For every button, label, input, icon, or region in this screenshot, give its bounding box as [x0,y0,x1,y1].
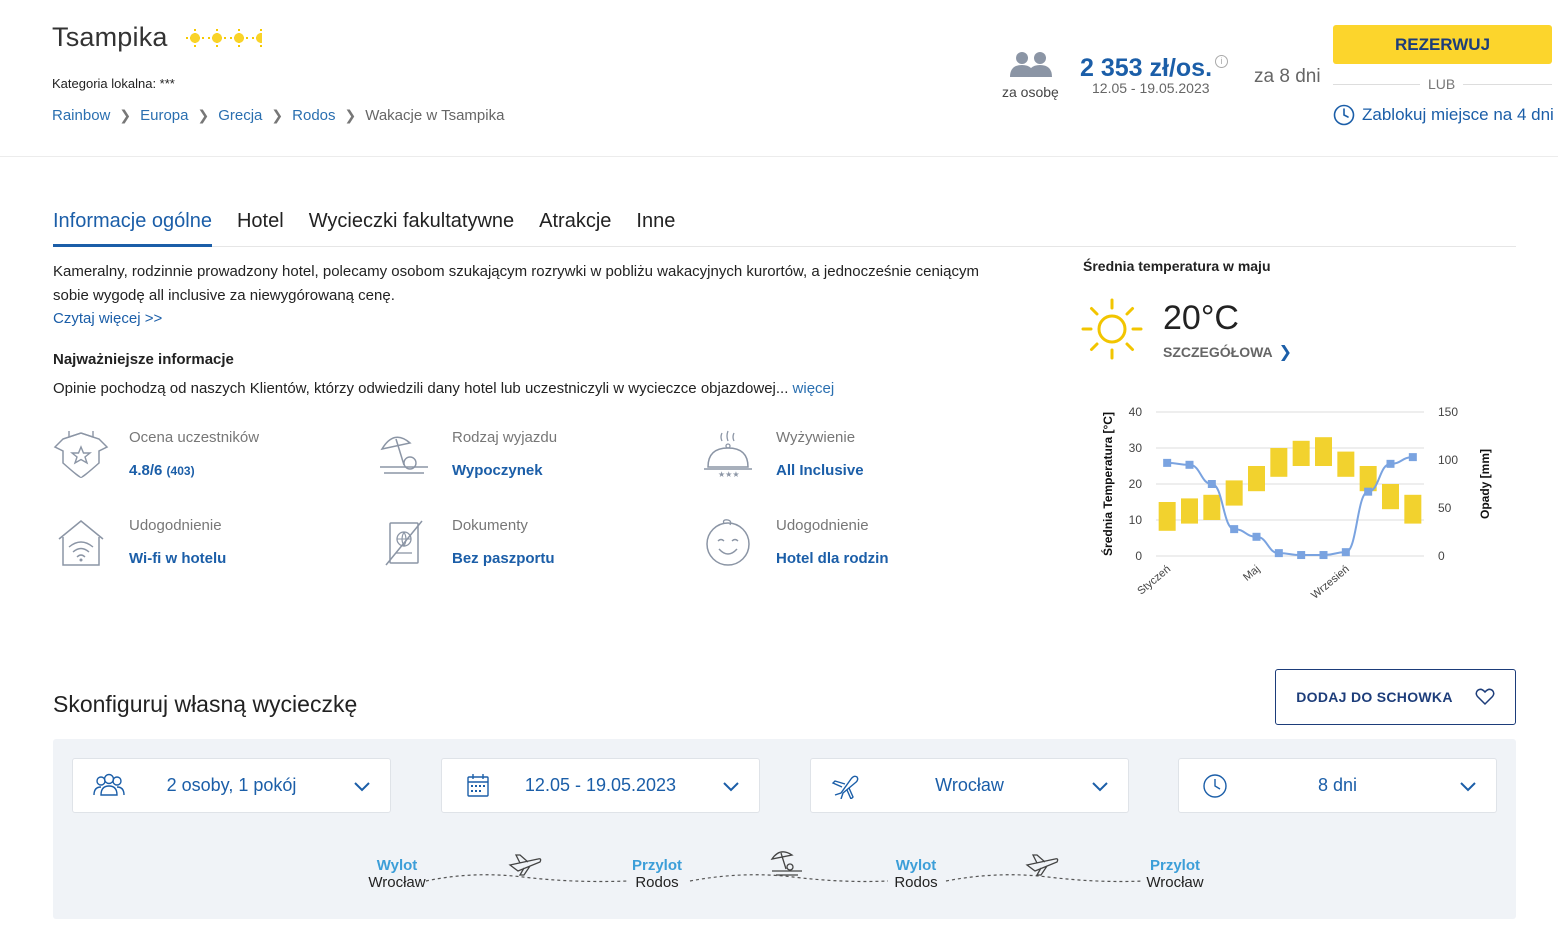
tab-optional-trips[interactable]: Wycieczki fakultatywne [308,210,515,232]
passport-icon [376,517,432,567]
chart-point [1297,551,1305,559]
feature-label: Udogodnienie [129,517,222,534]
chart-y2-tick-label: 50 [1438,501,1452,515]
breadcrumb-item[interactable]: Rodos [292,107,336,124]
shield-star-icon [53,429,109,479]
chevron-right-icon: ❯ [1278,344,1293,361]
opinions-more-link[interactable]: więcej [792,380,835,397]
chart-y-tick-label: 30 [1128,441,1142,455]
wifi-house-icon [53,517,109,567]
chevron-down-icon [1458,776,1478,796]
people-icon [1008,51,1054,77]
weather-title: Średnia temperatura w maju [1083,258,1271,274]
chart-bar [1270,448,1287,477]
heart-icon [1475,688,1495,706]
route-leg-type: Przylot [631,857,682,874]
chart-y-tick-label: 10 [1128,513,1142,527]
feature-label: Rodzaj wyjazdu [452,429,558,446]
hotel-description: Kameralny, rodzinnie prowadzony hotel, polecamy osobom szukającym rozrywki w pobliżu wakacyjnych kurortów, a jednocześnie ceniącym sobie wygodę all inclusive za niewygórowaną cenę. [53,263,979,304]
chart-bar [1382,484,1399,509]
weather-details-link[interactable] [1163,342,1292,362]
beach-umbrella-icon [376,429,432,479]
chart-y-tick-label: 0 [1135,549,1142,563]
duration-select[interactable] [1178,758,1497,813]
svg-text:★★★: ★★★ [718,470,740,479]
tab-hotel[interactable]: Hotel [236,210,284,232]
route-leg-type: Wylot [376,857,418,874]
lock-place-link[interactable] [1333,104,1554,126]
chart-point [1409,453,1417,461]
sun-star-icon [230,29,248,47]
chevron-down-icon [1090,776,1110,796]
add-to-favorites-label: DODAJ DO SCHOWKA [1296,689,1453,705]
breadcrumb-current: Wakacje w Tsampika [365,107,505,124]
tab-general-info[interactable]: Informacje ogólne [53,204,212,247]
feature-label: Wyżywienie [776,429,856,446]
trip-duration: za 8 dni [1254,66,1321,87]
chart-bar [1315,437,1332,466]
price: 2 353 zł/os. [1080,54,1213,82]
feature-value: Bez paszportu [452,550,555,567]
route-leg-type: Przylot [1149,857,1200,874]
sun-icon [1081,298,1143,360]
opinions-note [53,380,834,397]
hotel-name: Tsampika [52,22,168,52]
beach-umbrella-icon [772,852,802,875]
chart-y-tick-label: 20 [1128,477,1142,491]
feature-value: Wi-fi w hotelu [129,550,227,567]
chevron-down-icon [352,776,372,796]
chart-y-tick-label: 40 [1128,405,1142,419]
dates-select[interactable] [441,758,760,813]
reserve-button[interactable]: REZERWUJ [1333,25,1552,64]
temperature-value: 20°C [1163,299,1239,337]
departure-airport-select[interactable] [810,758,1129,813]
rating-count: (403) [166,464,195,478]
trip-configurator-panel [53,739,1516,919]
chart-bar [1248,466,1265,491]
chart-x-tick-label: Wrzesień [1309,563,1352,602]
weather-details-label: SZCZEGÓŁOWA [1163,344,1273,360]
route-leg-type: Wylot [895,857,937,874]
tab-bar [53,204,1516,247]
route-leg [352,857,442,891]
feature-board [700,429,1000,489]
feature-value [129,462,195,479]
clock-icon [1333,104,1355,126]
sun-star-icon [252,29,262,47]
sun-star-icon [186,29,204,47]
departure-airport-value: Wrocław [935,775,1004,795]
chart-y2-axis-title: Opady [mm] [1478,448,1492,520]
participants-select[interactable] [72,758,391,813]
chart-bar [1337,452,1354,477]
plane-icon [1027,855,1058,875]
hotel-rating-stars [186,29,262,49]
feature-rating [53,429,353,489]
route-leg-city: Wrocław [1146,874,1204,891]
participants-value: 2 osoby, 1 pokój [166,775,297,795]
per-person-label: za osobę [1002,84,1059,100]
duration-value: 8 dni [1317,775,1358,795]
lock-place-label: Zablokuj miejsce na 4 dni [1362,105,1554,124]
feature-value: Hotel dla rodzin [776,550,889,567]
chart-y2-tick-label: 0 [1438,549,1445,563]
route-leg-city: Wrocław [368,874,426,891]
chart-point [1230,525,1238,533]
chart-point [1253,533,1261,541]
climate-chart [1096,398,1516,608]
info-icon[interactable]: i [1215,55,1228,68]
plane-icon [510,855,541,875]
breadcrumb-item[interactable]: Grecja [218,107,263,124]
route-timeline [53,839,1516,909]
feature-label: Ocena uczestników [129,429,260,446]
chart-x-tick-label: Styczeń [1135,563,1174,598]
breadcrumb-item[interactable]: Rainbow [52,107,111,124]
route-leg [612,857,702,891]
chart-point [1275,549,1283,557]
chart-y-axis-title: Średnia Temperatura [°C] [1101,412,1115,556]
chart-x-tick-label: Maj [1241,563,1263,584]
chevron-down-icon [721,776,741,796]
feature-value: All Inclusive [776,462,864,479]
add-to-favorites-button[interactable] [1275,669,1516,725]
opinions-text: Opinie pochodzą od naszych Klientów, którzy odwiedzili dany hotel lub uczestniczyli w wycieczce objazdowej... [53,380,789,397]
food-cloche-icon [700,429,756,479]
chart-point [1342,548,1350,556]
chevron-right-icon: ❯ [197,107,210,123]
chevron-right-icon: ❯ [271,107,284,123]
feature-documents [376,517,676,577]
price-dates: 12.05 - 19.05.2023 [1092,80,1210,96]
page-header [0,0,1558,157]
chart-bar [1203,495,1220,520]
route-leg-city: Rodos [635,874,679,891]
chart-y2-tick-label: 150 [1438,405,1459,419]
route-leg [1130,857,1220,891]
chart-point [1186,461,1194,469]
tab-attractions[interactable]: Atrakcje [539,210,612,232]
chevron-right-icon: ❯ [119,107,132,123]
read-more-link[interactable]: Czytaj więcej >> [53,310,163,327]
route-leg [871,857,961,891]
chart-bar [1226,480,1243,505]
sun-star-icon [208,29,226,47]
chevron-right-icon: ❯ [344,107,357,123]
breadcrumb-item[interactable]: Europa [140,107,189,124]
dates-value: 12.05 - 19.05.2023 [524,775,677,795]
feature-value: Wypoczynek [452,462,543,479]
chart-point [1163,459,1171,467]
tab-other[interactable]: Inne [636,210,676,232]
feature-wifi [53,517,353,577]
route-leg-city: Rodos [894,874,938,891]
chart-point [1387,460,1395,468]
feature-label: Dokumenty [452,517,528,534]
chart-bar [1159,502,1176,531]
or-label: LUB [1420,76,1463,92]
chart-bar [1293,441,1310,466]
chart-bar [1181,498,1198,523]
key-info-title: Najważniejsze informacje [53,351,234,368]
chart-point [1320,551,1328,559]
local-category: Kategoria lokalna: *** [52,76,175,91]
feature-trip-type [376,429,676,489]
baby-face-icon [700,517,756,567]
breadcrumb [52,107,504,124]
chart-point [1208,480,1216,488]
chart-y2-tick-label: 100 [1438,453,1459,467]
rating-value: 4.8/6 [129,462,163,479]
feature-label: Udogodnienie [776,517,869,534]
chart-bar [1404,495,1421,524]
chart-point [1364,488,1372,496]
feature-family [700,517,1000,577]
configurator-title: Skonfiguruj własną wycieczkę [53,691,358,717]
